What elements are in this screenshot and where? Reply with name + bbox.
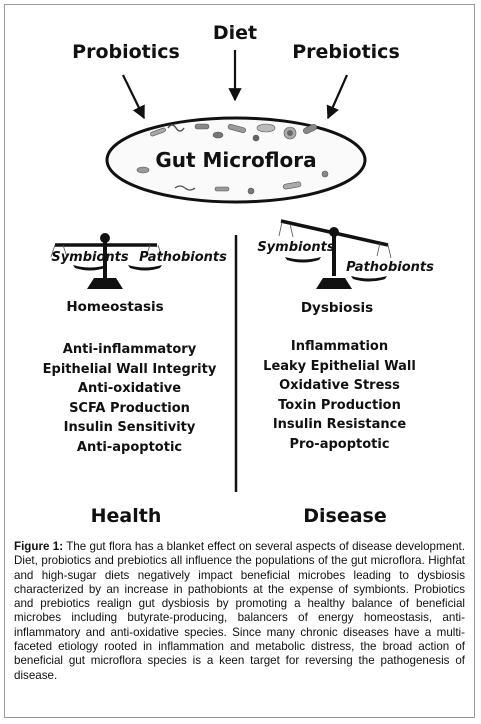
health-pathobionts-label: Pathobionts <box>139 250 227 265</box>
figure-label: Figure 1: <box>14 540 64 553</box>
homeostasis-label: Homeostasis <box>66 299 164 315</box>
health-effect-item: Anti-apoptotic <box>76 439 183 455</box>
disease-symbionts-label: Symbionts <box>257 240 335 255</box>
disease-effect-item: Insulin Resistance <box>272 417 407 432</box>
prebiotics-label: Prebiotics <box>292 41 400 63</box>
disease-effect-item: Oxidative Stress <box>279 378 400 393</box>
disease-pathobionts-label: Pathobionts <box>346 260 434 275</box>
disease-outcome-label: Disease <box>303 505 387 527</box>
caption-text: The gut flora has a blanket effect on several aspects of disease development. Diet, probiotics and prebiotics all influence the populations of the gut microflora. Highfat and high-sugar diets negatively impact beneficial microbes leading to dysbiosis characterized by an increase in pathobionts at the expense of symbionts. Probiotics and prebiotics realign gut dysbiosis by promoting a healthy balance of beneficial microbes including butyrate-producing, balancers of energy homeostasis, anti-inflammatory and anti-oxidative species. Since many chronic diseases have a multi-faceted etiology rooted in inflammation and metabolic distress, the broad action of beneficial gut microflora species is a keen target for reversing the pathogenesis of disease. <box>14 540 465 682</box>
disease-effect-item: Pro-apoptotic <box>289 436 390 452</box>
probiotics-label: Probiotics <box>72 41 180 63</box>
health-effect-item: Anti-inflammatory <box>62 342 197 357</box>
diet-label: Diet <box>212 22 258 44</box>
prebiotics-arrow <box>328 75 347 118</box>
health-effect-item: Insulin Sensitivity <box>63 420 196 435</box>
health-effect-item: Anti-oxidative <box>77 381 182 396</box>
tipped-scale-icon <box>279 221 391 289</box>
disease-effect-item: Inflammation <box>290 339 389 354</box>
probiotics-arrow <box>123 75 144 118</box>
disease-effects-list <box>232 337 447 454</box>
disease-effect-item: Toxin Production <box>278 397 401 413</box>
health-symbionts-label: Symbionts <box>51 250 129 265</box>
health-effect-item: Epithelial Wall Integrity <box>42 361 217 377</box>
dysbiosis-label: Dysbiosis <box>300 300 374 316</box>
health-effect-item: SCFA Production <box>69 400 190 416</box>
health-outcome-label: Health <box>90 505 162 527</box>
health-effects-list <box>22 340 237 457</box>
gut-microflora-label: Gut Microflora <box>155 148 317 172</box>
figure-caption <box>14 540 465 683</box>
disease-effect-item: Leaky Epithelial Wall <box>263 358 416 374</box>
